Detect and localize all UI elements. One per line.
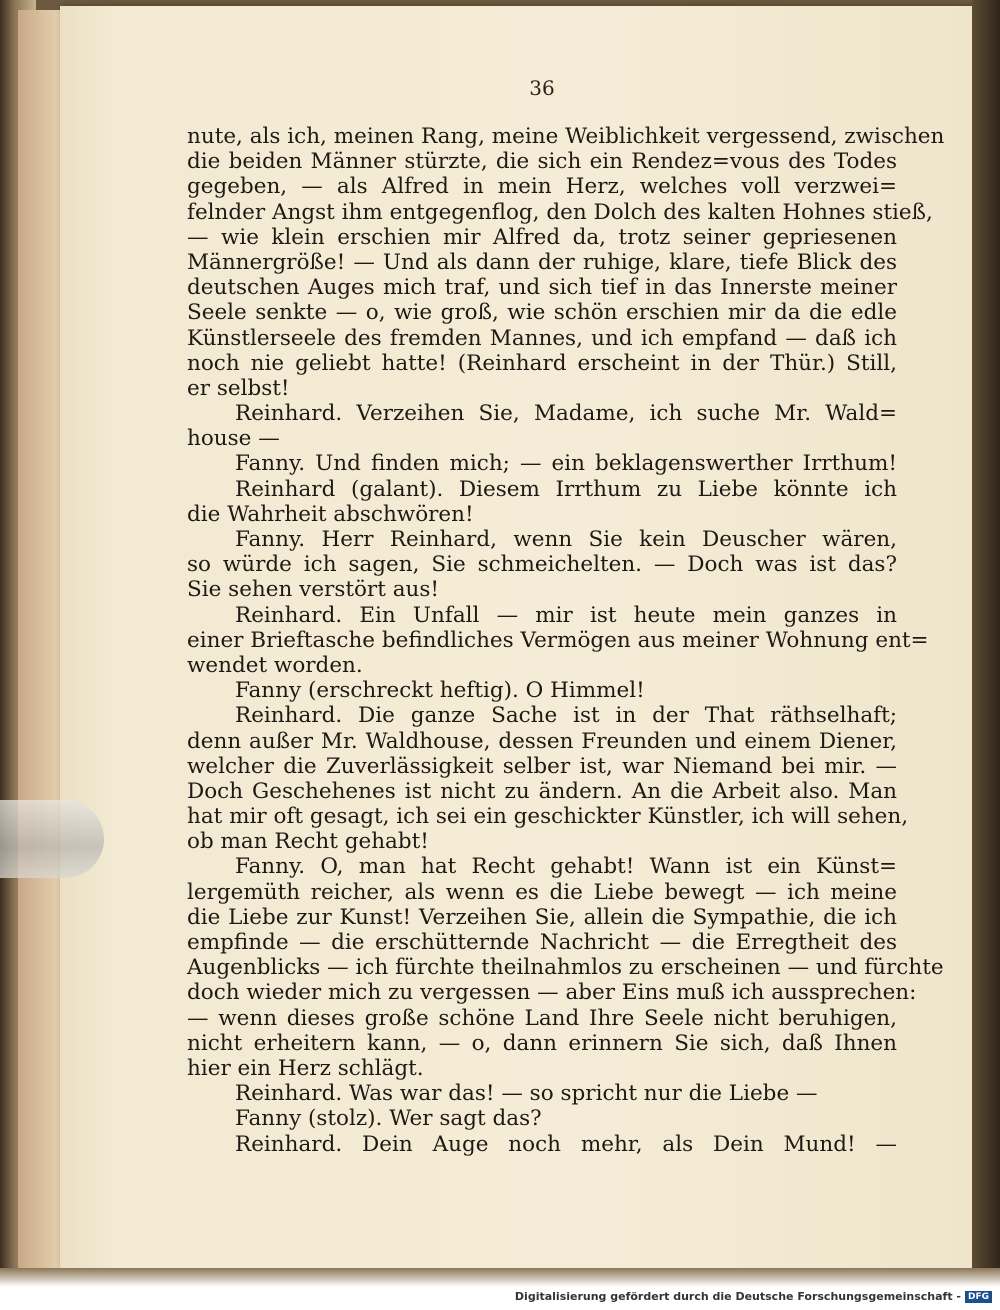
text-line: Fanny (erschreckt heftig). O Himmel! xyxy=(235,678,645,704)
text-line: Seele senkte — o, wie groß, wie schön erschien mir da die edle xyxy=(187,300,897,326)
scan-footer-band xyxy=(0,1268,1000,1310)
text-line: er selbst! xyxy=(187,375,290,401)
text-line: Reinhard. Dein Auge noch mehr, als Dein Mund! — xyxy=(235,1131,897,1157)
text-line: einer Brieftasche befindliches Vermögen aus meiner Wohnung ent= xyxy=(187,627,929,653)
text-line: denn außer Mr. Waldhouse, dessen Freunden und einem Diener, xyxy=(187,728,897,754)
text-line: noch nie geliebt hatte! (Reinhard erscheint in der Thür.) Still, xyxy=(187,350,897,376)
text-line: Sie sehen verstört aus! xyxy=(187,577,440,603)
text-line: Augenblicks — ich fürchte theilnahmlos zu erscheinen — und fürchte xyxy=(187,955,944,981)
text-line: doch wieder mich zu vergessen — aber Eins muß ich aussprechen: xyxy=(187,980,917,1006)
text-line: nicht erheitern kann, — o, dann erinnern Sie sich, daß Ihnen xyxy=(187,1030,897,1056)
text-line: Doch Geschehenes ist nicht zu ändern. An die Arbeit also. Man xyxy=(187,778,897,804)
funding-notice xyxy=(515,1290,992,1303)
text-line: — wie klein erschien mir Alfred da, trotz seiner gepriesenen xyxy=(187,224,897,250)
text-line: Fanny. Herr Reinhard, wenn Sie kein Deuscher wären, xyxy=(235,527,897,552)
text-line: Künstlerseele des fremden Mannes, und ich empfand — daß ich xyxy=(187,325,897,351)
text-line: Reinhard. Verzeihen Sie, Madame, ich suche Mr. Wald= xyxy=(235,401,897,427)
scanner-page-clip xyxy=(0,800,104,878)
text-line: — wenn dieses große schöne Land Ihre Seele nicht beruhigen, xyxy=(187,1005,897,1031)
funding-notice-text: Digitalisierung gefördert durch die Deutsche Forschungsgemeinschaft - xyxy=(514,1290,961,1303)
text-line: hat mir oft gesagt, ich sei ein geschickter Künstler, ich will sehen, xyxy=(187,804,909,830)
text-line: ob man Recht gehabt! xyxy=(187,829,429,855)
text-line: so würde ich sagen, Sie schmeichelten. — Doch was ist das? xyxy=(187,552,897,578)
text-line: gegeben, — als Alfred in mein Herz, welches voll verzwei= xyxy=(187,174,897,200)
text-line: hier ein Herz schlägt. xyxy=(187,1055,424,1081)
text-line: die Liebe zur Kunst! Verzeihen Sie, allein die Sympathie, die ich xyxy=(187,904,897,930)
page-number: 36 xyxy=(529,76,555,100)
text-line: Fanny. O, man hat Recht gehabt! Wann ist ein Künst= xyxy=(235,854,897,880)
text-line: Reinhard. Die ganze Sache ist in der That räthselhaft; xyxy=(235,703,897,729)
book-cover-edge xyxy=(972,0,1000,1290)
text-line: Reinhard (galant). Diesem Irrthum zu Liebe könnte ich xyxy=(235,476,897,502)
text-line: wendet worden. xyxy=(187,652,363,678)
text-line: die Wahrheit abschwören! xyxy=(187,501,474,527)
text-line: empfinde — die erschütternde Nachricht — die Erregtheit des xyxy=(187,930,897,955)
text-line: Männergröße! — Und als dann der ruhige, klare, tiefe Blick des xyxy=(187,249,897,275)
text-line: deutschen Auges mich traf, und sich tief in das Innerste meiner xyxy=(187,275,897,301)
text-line: welcher die Zuverlässigkeit selber ist, war Niemand bei mir. — xyxy=(187,753,897,779)
text-line: house — xyxy=(187,426,280,452)
text-line: lergemüth reicher, als wenn es die Liebe bewegt — ich meine xyxy=(187,879,897,905)
text-line: nute, als ich, meinen Rang, meine Weiblichkeit vergessend, zwischen xyxy=(187,124,945,149)
text-line: Reinhard. Ein Unfall — mir ist heute mein ganzes in xyxy=(235,602,897,628)
dfg-logo-icon: DFG xyxy=(965,1291,992,1303)
text-line: felnder Angst ihm entgegenflog, den Dolch des kalten Hohnes stieß, xyxy=(187,199,933,225)
page-body-text xyxy=(187,124,945,1157)
text-line: die beiden Männer stürzte, die sich ein Rendez=vous des Todes xyxy=(187,149,897,175)
text-line: Reinhard. Was war das! — so spricht nur die Liebe — xyxy=(235,1081,818,1107)
text-line: Fanny (stolz). Wer sagt das? xyxy=(235,1106,542,1132)
text-line: Fanny. Und finden mich; — ein beklagenswerther Irrthum! xyxy=(235,451,897,477)
